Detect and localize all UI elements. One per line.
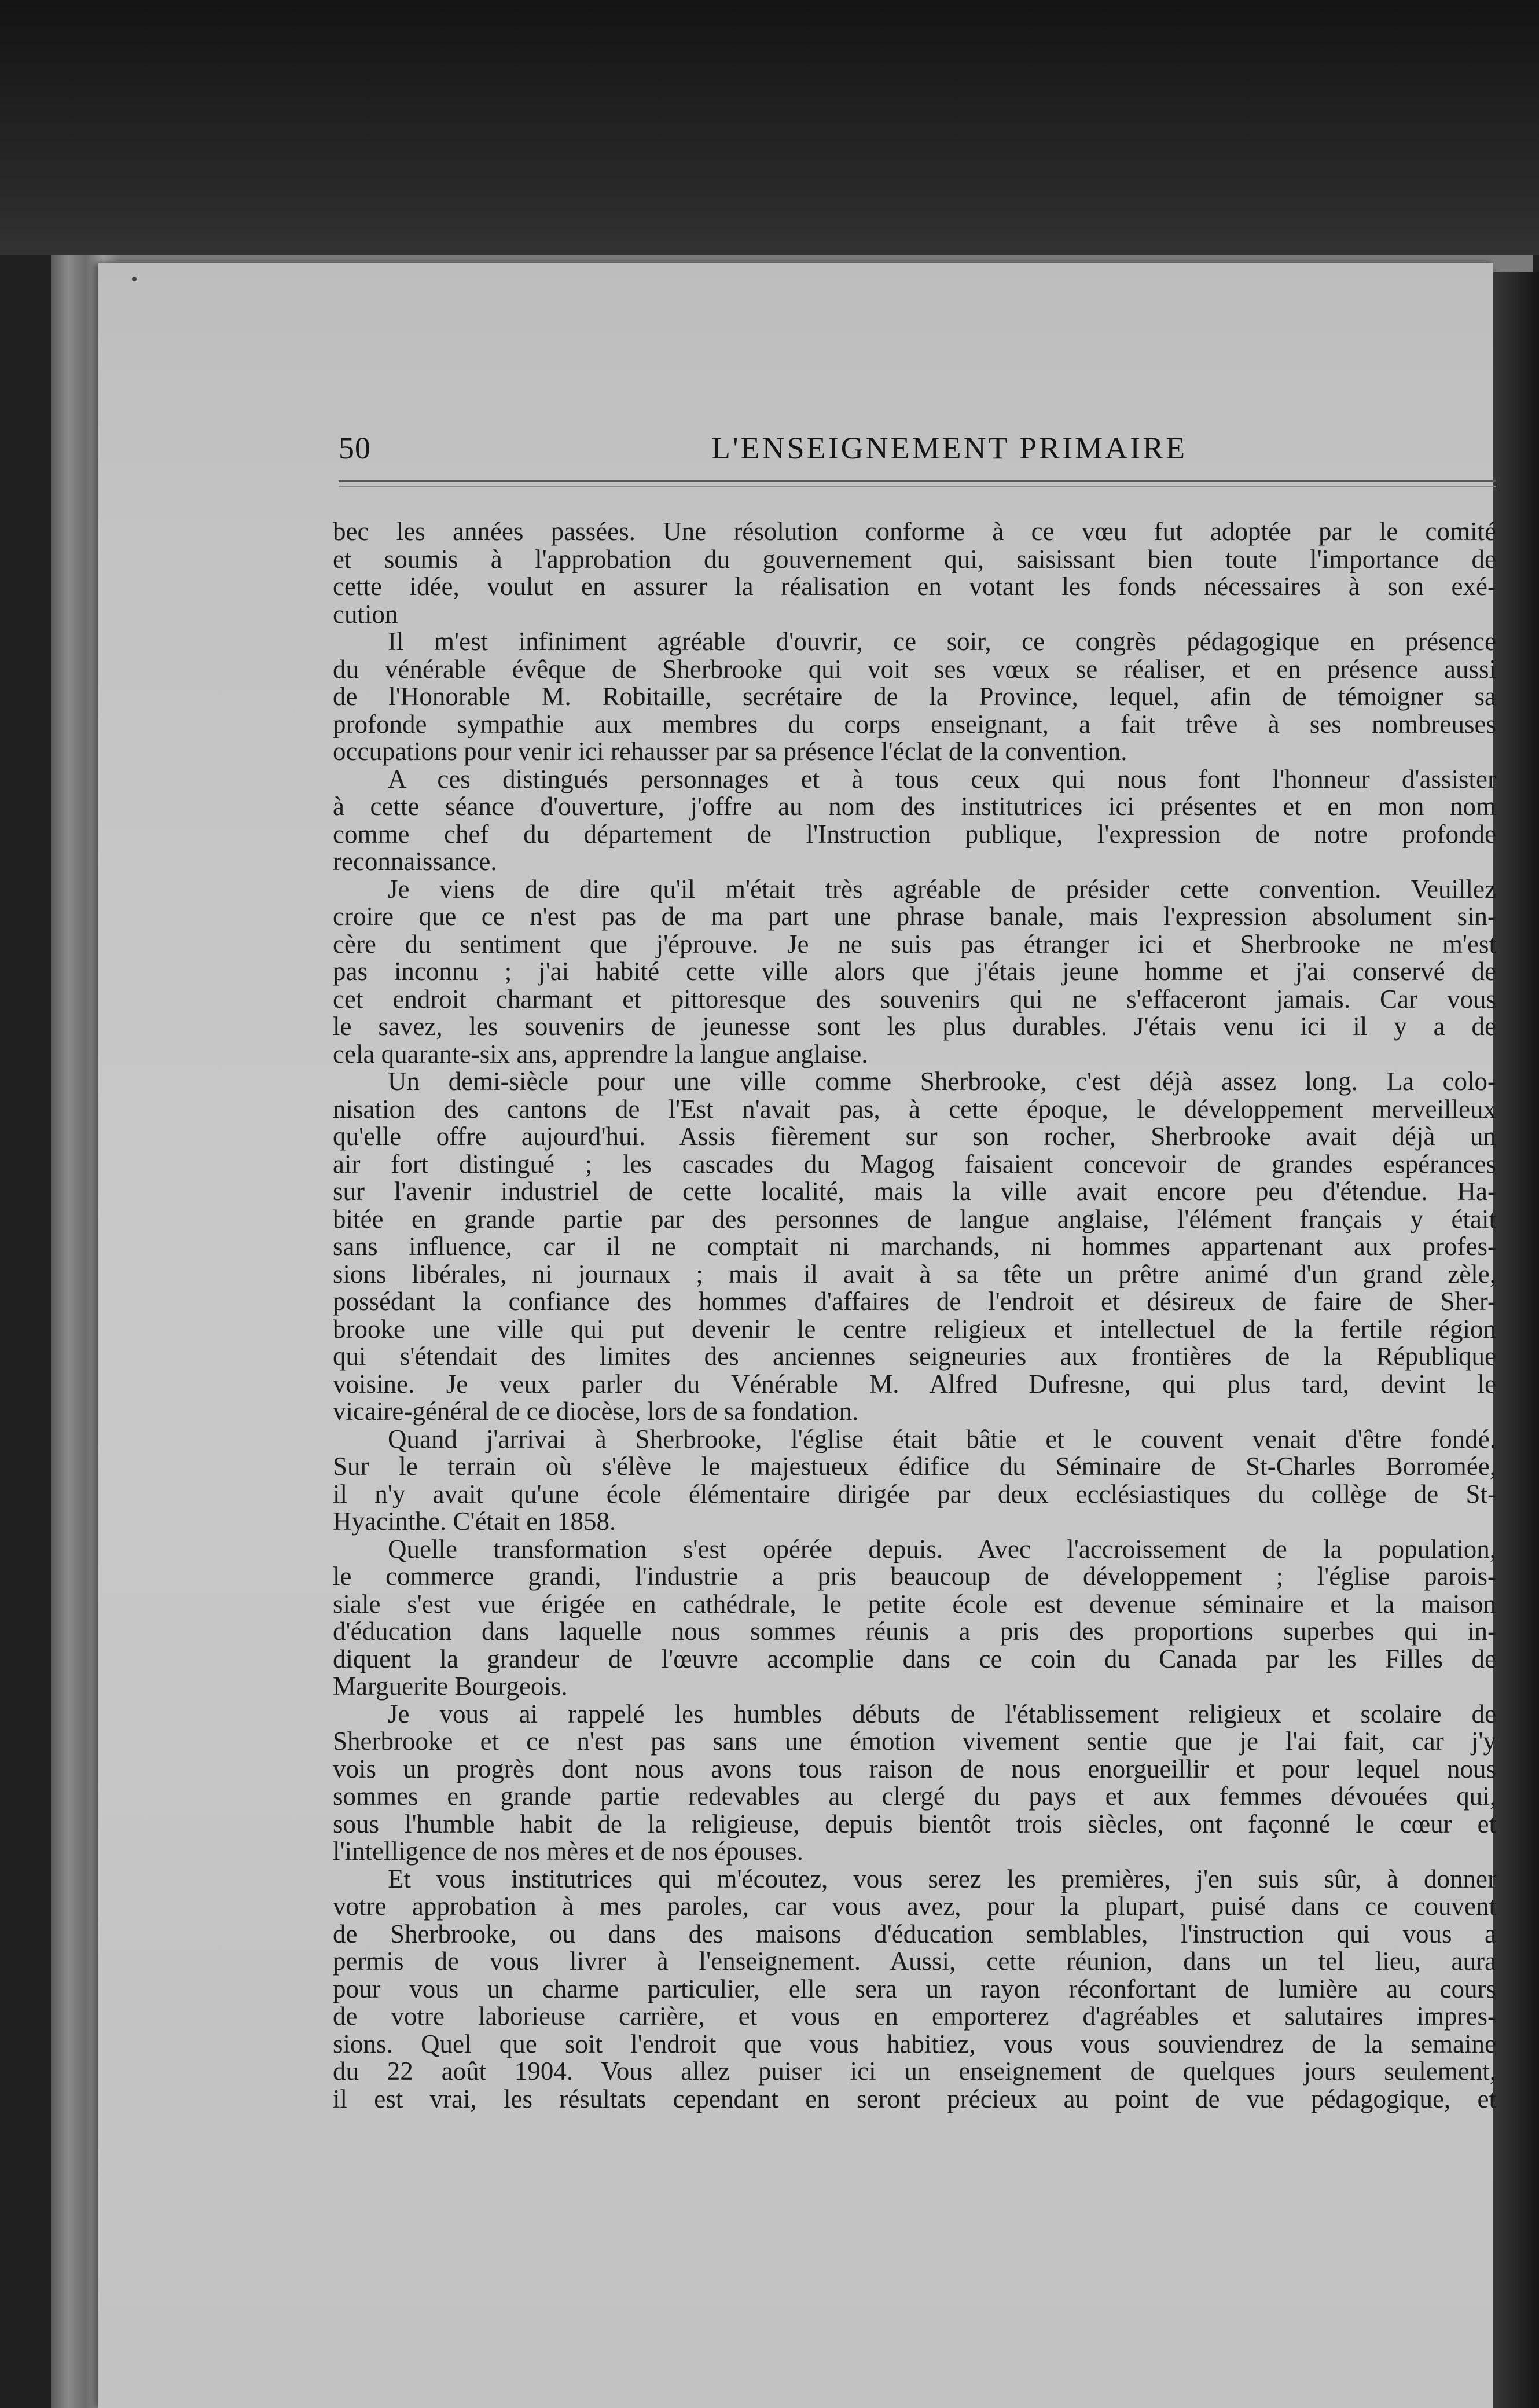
text-line: Et vous institutrices qui m'écoutez, vous serez les premières, j'en suis sûr, à donner: [388, 1865, 1496, 1893]
text-line: Sherbrooke et ce n'est pas sans une émotion vivement sentie que je l'ai fait, car j'y: [333, 1728, 1496, 1756]
text-line: possédant la confiance des hommes d'affaires de l'endroit et désireux de faire de Sher-: [333, 1288, 1496, 1316]
text-line: siale s'est vue érigée en cathédrale, le petite école est devenue séminaire et la maison: [333, 1590, 1496, 1618]
text-line: cet endroit charmant et pittoresque des souvenirs qui ne s'effaceront jamais. Car vous: [333, 985, 1496, 1013]
text-line: cette idée, voulut en assurer la réalisation en votant les fonds nécessaires à son exé-: [333, 573, 1496, 601]
text-line: qu'elle offre aujourd'hui. Assis fièrement sur son rocher, Sherbrooke avait déjà un: [333, 1123, 1496, 1151]
text-line: pour vous un charme particulier, elle sera un rayon réconfortant de lumière au cours: [333, 1975, 1496, 2003]
text-line: vois un progrès dont nous avons tous raison de nous enorgueillir et pour lequel nous: [333, 1755, 1496, 1783]
text-line: cela quarante-six ans, apprendre la langue anglaise.: [333, 1040, 868, 1068]
text-line: votre approbation à mes paroles, car vous avez, pour la plupart, puisé dans ce couvent: [333, 1893, 1496, 1921]
header-rule: [339, 480, 1496, 487]
text-line: sommes en grande partie redevables au clergé du pays et aux femmes dévouées qui,: [333, 1783, 1496, 1811]
text-line: le savez, les souvenirs de jeunesse sont les plus durables. J'étais venu ici il y a de: [333, 1013, 1496, 1041]
text-line: Marguerite Bourgeois.: [333, 1673, 568, 1701]
text-line: sans influence, car il ne comptait ni marchands, ni hommes appartenant aux profes-: [333, 1233, 1496, 1261]
text-line: cère du sentiment que j'éprouve. Je ne suis pas étranger ici et Sherbrooke ne m'est: [333, 930, 1496, 958]
text-line: Un demi-siècle pour une ville comme Sherbrooke, c'est déjà assez long. La colo-: [388, 1068, 1496, 1096]
text-line: l'intelligence de nos mères et de nos épouses.: [333, 1838, 803, 1866]
text-line: Je viens de dire qu'il m'était très agréable de présider cette convention. Veuillez: [388, 875, 1496, 903]
text-line: et soumis à l'approbation du gouvernement qui, saisissant bien toute l'importance de: [333, 545, 1496, 573]
text-line: d'éducation dans laquelle nous sommes réunis a pris des proportions superbes qui in-: [333, 1618, 1496, 1646]
text-line: bec les années passées. Une résolution conforme à ce vœu fut adoptée par le comité: [333, 518, 1496, 546]
text-line: Quand j'arrivai à Sherbrooke, l'église était bâtie et le couvent venait d'être fondé.: [388, 1425, 1496, 1453]
book-page: [98, 263, 1496, 2408]
text-line: air fort distingué ; les cascades du Magog faisaient concevoir de grandes espérances: [333, 1150, 1496, 1178]
text-line: sous l'humble habit de la religieuse, depuis bientôt trois siècles, ont façonné le cœur et: [333, 1810, 1496, 1838]
text-line: de votre laborieuse carrière, et vous en emporterez d'agréables et salutaires impres-: [333, 2003, 1496, 2031]
text-line: cution: [333, 600, 398, 628]
text-line: croire que ce n'est pas de ma part une phrase banale, mais l'expression absolument sin-: [333, 903, 1496, 931]
running-head: [339, 420, 1539, 483]
text-line: de Sherbrooke, ou dans des maisons d'éducation semblables, l'instruction qui vous a: [333, 1920, 1496, 1948]
text-line: brooke une ville qui put devenir le centre religieux et intellectuel de la fertile région: [333, 1315, 1496, 1343]
text-line: pas inconnu ; j'ai habité cette ville alors que j'étais jeune homme et j'ai conservé de: [333, 958, 1496, 986]
text-line: sions libérales, ni journaux ; mais il avait à sa tête un prêtre animé d'un grand zèle,: [333, 1260, 1496, 1288]
text-line: à cette séance d'ouverture, j'offre au nom des institutrices ici présentes et en mon nom: [333, 793, 1496, 821]
journal-title: L'ENSEIGNEMENT PRIMAIRE: [711, 431, 1188, 465]
margin-speck: [132, 277, 137, 281]
text-line: Je vous ai rappelé les humbles débuts de l'établissement religieux et scolaire de: [388, 1700, 1496, 1728]
text-line: reconnaissance.: [333, 848, 497, 876]
scanner-background-top: [0, 0, 1539, 255]
text-line: sions. Quel que soit l'endroit que vous habitiez, vous vous souviendrez de la semaine: [333, 2030, 1496, 2058]
text-line: il n'y avait qu'une école élémentaire dirigée par deux ecclésiastiques du collège de St-: [333, 1480, 1496, 1508]
body-text: [333, 518, 1496, 2113]
text-line: bitée en grande partie par des personnes de langue anglaise, l'élément français y était: [333, 1205, 1496, 1233]
text-line: voisine. Je veux parler du Vénérable M. Alfred Dufresne, qui plus tard, devint le: [333, 1370, 1496, 1398]
text-line: il est vrai, les résultats cependant en seront précieux au point de vue pédagogique, et: [333, 2085, 1496, 2113]
text-line: de l'Honorable M. Robitaille, secrétaire de la Province, lequel, afin de témoigner sa: [333, 683, 1496, 711]
text-line: Hyacinthe. C'était en 1858.: [333, 1508, 616, 1536]
text-line: comme chef du département de l'Instruction publique, l'expression de notre profonde: [333, 820, 1496, 848]
text-line: permis de vous livrer à l'enseignement. Aussi, cette réunion, dans un tel lieu, aura: [333, 1948, 1496, 1976]
text-line: du vénérable évêque de Sherbrooke qui voit ses vœux se réaliser, et en présence aussi: [333, 655, 1496, 683]
scanner-background-right: [1490, 272, 1539, 2408]
page-number: 50: [339, 431, 371, 465]
text-line: Quelle transformation s'est opérée depuis. Avec l'accroissement de la population,: [388, 1535, 1496, 1563]
text-line: Il m'est infiniment agréable d'ouvrir, ce soir, ce congrès pédagogique en présence: [388, 628, 1496, 656]
text-line: du 22 août 1904. Vous allez puiser ici un enseignement de quelques jours seulement,: [333, 2058, 1496, 2086]
text-line: occupations pour venir ici rehausser par sa présence l'éclat de la convention.: [333, 738, 1127, 766]
text-line: diquent la grandeur de l'œuvre accomplie dans ce coin du Canada par les Filles de: [333, 1645, 1496, 1673]
text-line: nisation des cantons de l'Est n'avait pas, à cette époque, le développement merveilleux: [333, 1095, 1496, 1123]
text-line: A ces distingués personnages et à tous ceux qui nous font l'honneur d'assister: [388, 765, 1496, 793]
text-line: profonde sympathie aux membres du corps enseignant, a fait trêve à ses nombreuses: [333, 710, 1496, 738]
text-line: le commerce grandi, l'industrie a pris beaucoup de développement ; l'église parois-: [333, 1563, 1496, 1591]
text-line: vicaire-général de ce diocèse, lors de sa fondation.: [333, 1398, 859, 1426]
text-line: qui s'étendait des limites des anciennes seigneuries aux frontières de la République: [333, 1343, 1496, 1371]
text-line: Sur le terrain où s'élève le majestueux édifice du Séminaire de St-Charles Borromée,: [333, 1453, 1496, 1481]
text-line: sur l'avenir industriel de cette localité, mais la ville avait encore peu d'étendue. Ha-: [333, 1178, 1496, 1206]
